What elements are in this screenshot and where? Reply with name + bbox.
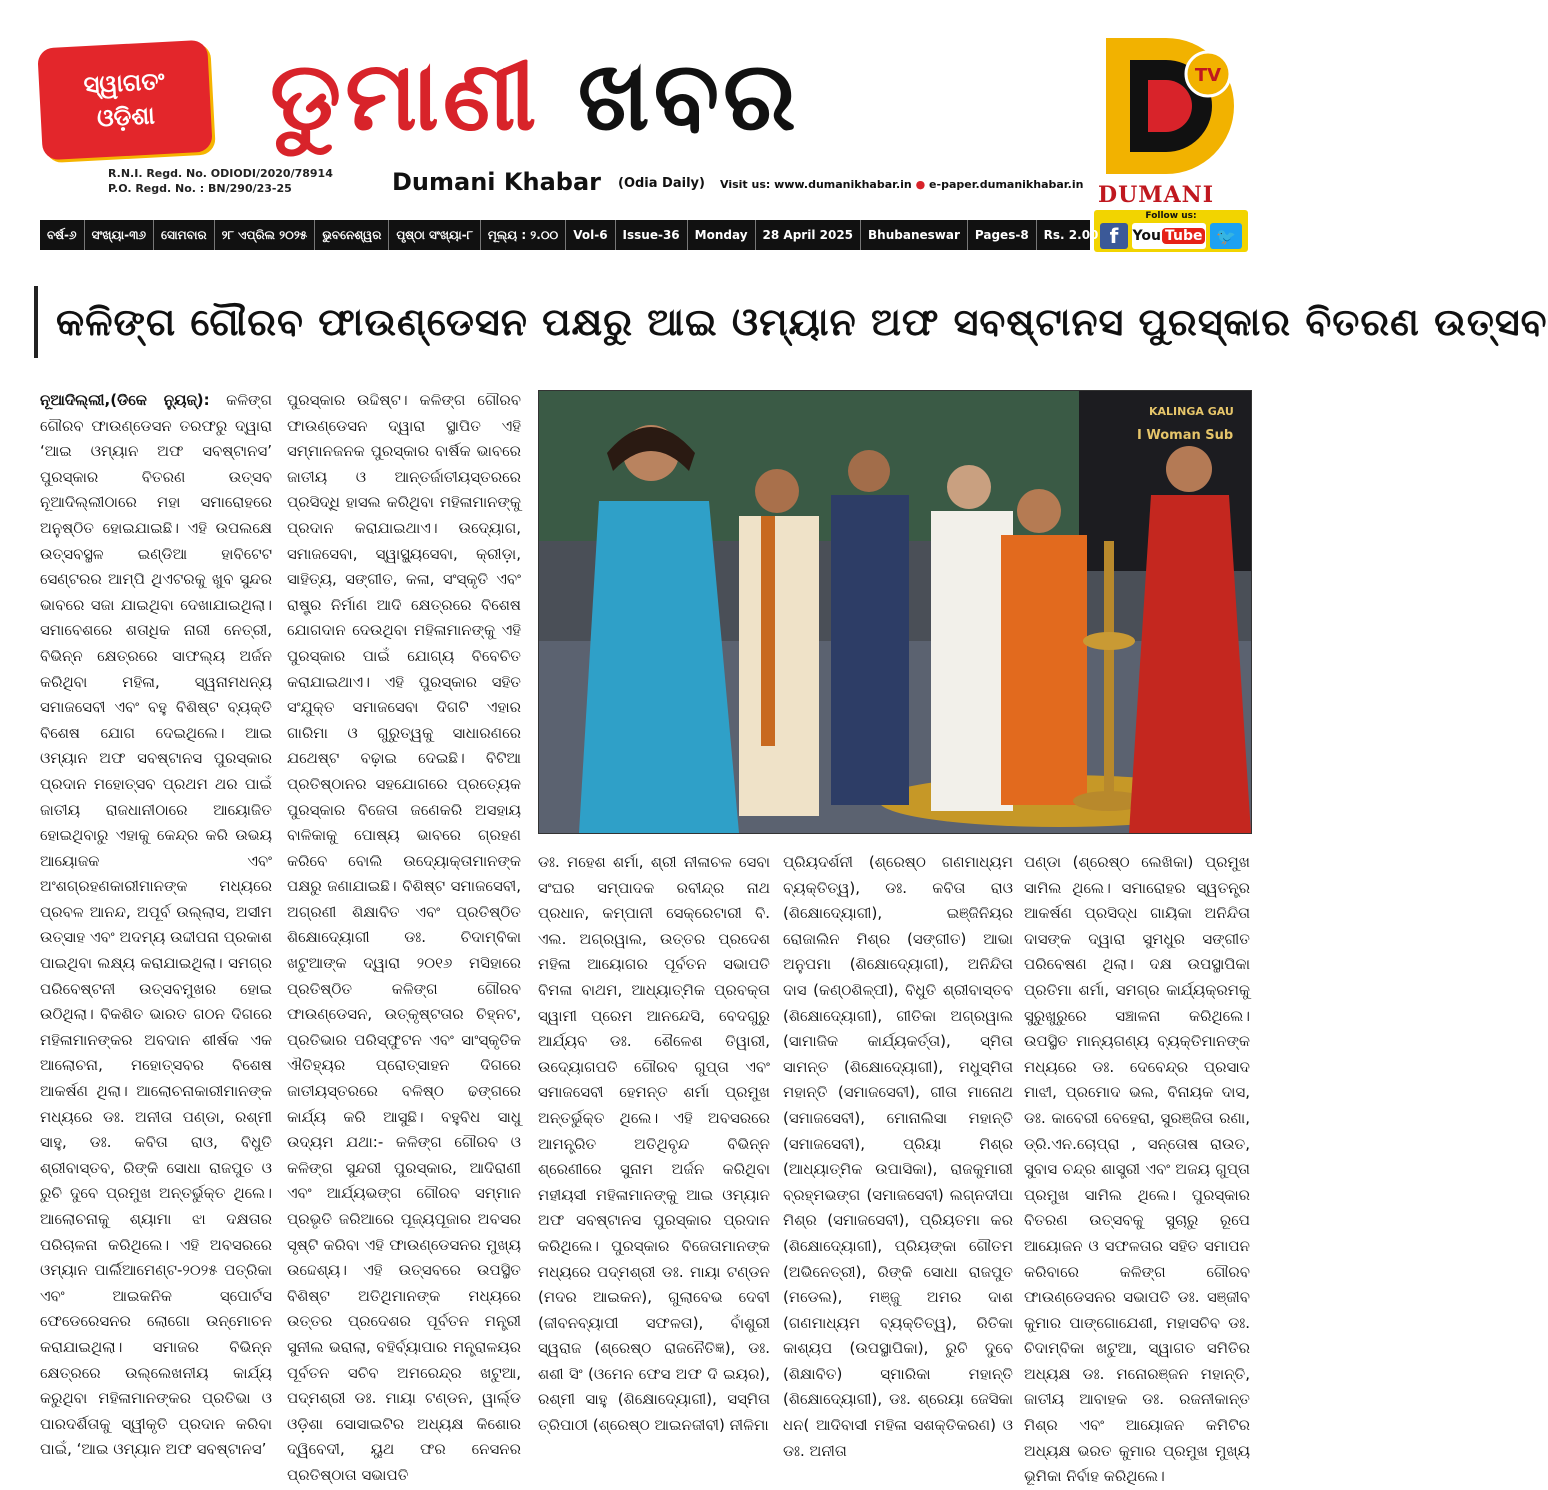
rni-number: R.N.I. Regd. No. ODIODI/2020/78914 [108, 167, 333, 180]
logo-dumani-text: DUMANI [1098, 182, 1215, 208]
po-number: P.O. Regd. No. : BN/290/23-25 [108, 182, 292, 195]
volume: Vol-6 [566, 220, 615, 250]
article-headline: କଳିଙ୍ଗ ଗୌରବ ଫାଉଣ୍ଡେସନ ପକ୍ଷରୁ ଆଇ ଓମ୍ୟାନ ଅଫ ସବଷ୍ଟାନସ ପୁରସ୍କାର ବିତରଣ ଉତ୍ସବ [34, 286, 1258, 358]
youtube-tube-text: Tube [1162, 228, 1206, 244]
title-word-dumani: ଡୁମାଣୀ [270, 40, 541, 152]
page-count: Pages-8 [968, 220, 1037, 250]
publication-date: 28 April 2025 [756, 220, 861, 250]
event-photo [538, 390, 1252, 834]
odia-date: ୨୮ ଏପ୍ରିଲ ୨୦୨୫ [215, 220, 316, 250]
follow-us-label: Follow us: [1145, 211, 1197, 221]
twitter-icon[interactable]: 🐦 [1210, 223, 1242, 249]
website-link[interactable]: Visit us: www.dumanikhabar.in [720, 178, 912, 191]
column-1-text: କଳିଙ୍ଗ ଗୌରବ ଫାଉଣ୍ଡେସନ ତରଫରୁ ଦ୍ୱାରା ‘ଆଇ ଓମ୍ୟାନ ଅଫ ସବଷ୍ଟାନସ’ ପୁରସ୍କାର ବିତରଣ ଉତ୍ସବ ନୂଆଦିଲ୍ଲୀଠାରେ ମହା ସମାରୋହରେ ଅନୁଷ୍ଠିତ ହୋଇଯାଇଛି। ଏହି ଉପଲକ୍ଷେ ଉତ୍ସବସ୍ଥଳ ଇଣ୍ଡିଆ ହାବିଟେଟ ସେଣ୍ଟରର ଆମ୍ପି ଥିଏଟରକୁ ଖୁବ ସୁନ୍ଦର ଭାବରେ ସଜା ଯାଇଥିବା ଦେଖାଯାଇଥିଲା। ସମାବେଶରେ ଶତାଧିକ ନାରୀ ନେତ୍ରୀ, ବିଭିନ୍ନ କ୍ଷେତ୍ରରେ ସାଫଲ୍ୟ ଅର୍ଜନ କରିଥିବା ମହିଳା, ସ୍ୱନାମଧନ୍ୟ ସମାଜସେବୀ ଏବଂ ବହୁ ବିଶିଷ୍ଟ ବ୍ୟକ୍ତି ବିଶେଷ ଯୋଗ ଦେଇଥିଲେ। ଆଇ ଓମ୍ୟାନ ଅଫ ସବଷ୍ଟାନସ ପୁରସ୍କାର ପ୍ରଦାନ ମହୋତ୍ସବ ପ୍ରଥମ ଥର ପାଇଁ ଜାତୀୟ ରାଜଧାନୀଠାରେ ଆୟୋଜିତ ହୋଇଥିବାରୁ ଏହାକୁ କେନ୍ଦ୍ର କରି ଉଭୟ ଆୟୋଜକ ଏବଂ ଅଂଶଗ୍ରହଣକାରୀମାନଙ୍କ ମଧ୍ୟରେ ପ୍ରବଳ ଆନନ୍ଦ, ଅପୂର୍ବ ଉଲ୍ଲାସ, ଅସୀମ ଉତ୍ସାହ ଏବଂ ଅଦମ୍ୟ ଉଦ୍ଦୀପନା ପ୍ରକାଶ ପାଇଥିବା ଲକ୍ଷ୍ୟ କରାଯାଇଥିଲା। ସମଗ୍ର ପରିବେଷ୍ଟନୀ ଉତ୍ସବମୁଖର ହୋଇ ଉଠିଥିଲା। ବିକଶିତ ଭାରତ ଗଠନ ଦିଗରେ ମହିଳାମାନଙ୍କର ଅବଦାନ ଶୀର୍ଷକ ଏକ ଆଲୋଚନା, ମହୋତ୍ସବର ବିଶେଷ ଆକର୍ଷଣ ଥିଲା। ଆଲୋଚନାକାରୀମାନଙ୍କ ମଧ୍ୟରେ ଡଃ. ଅନୀତା ପଣ୍ଡା, ରଶ୍ମୀ ସାହୁ, ଡଃ. କବିତା ରାଓ, ବିଧୁତି ଶ୍ରୀବାସ୍ତବ, ରିଙ୍କି ସୋଧା ରାଜପୁତ ଓ ରୁଚି ଦୁବେ ପ୍ରମୁଖ ଅନ୍ତର୍ଭୁକ୍ତ ଥିଲେ। ଆଲୋଚନାକୁ ଶ୍ୟାମା ଝା ଦକ୍ଷତାର ପରିଚାଳନା କରିଥିଲେ। ଏହି ଅବସରରେ ଓମ୍ୟାନ ପାର୍ଲିଆମେଣ୍ଟ-୨୦୨୫ ପତ୍ରିକା ଏବଂ ଆଇକନିକ ସ୍ପୋର୍ଟସ ଫେଡେରେସନର ଲୋଗୋ ଉନ୍ମୋଚନ କରାଯାଇଥିଲା। ସମାଜର ବିଭିନ୍ନ କ୍ଷେତ୍ରରେ ଉଲ୍ଲେଖନୀୟ କାର୍ଯ୍ୟ କରୁଥିବା ମହିଳାମାନଙ୍କର ପ୍ରତିଭା ଓ ପାରଦର୍ଶିତାକୁ ସ୍ୱୀକୃତି ପ୍ରଦାନ କରିବା ପାଇଁ, ‘ଆଇ ଓମ୍ୟାନ ଅଫ ସବଷ୍ଟାନସ’ [40, 391, 272, 1459]
newspaper-title-odia [270, 36, 1060, 156]
facebook-icon[interactable]: f [1100, 223, 1128, 249]
newspaper-title-english: Dumani Khabar [392, 168, 601, 196]
person-saint-saffron [1001, 489, 1087, 805]
person-saint-white [931, 465, 1013, 811]
registration-info [108, 166, 333, 196]
title-word-khabar: ଖବର [577, 40, 800, 152]
person-man-kurta [739, 469, 819, 816]
newspaper-subtitle: (Odia Daily) [618, 176, 705, 191]
issue-number: Issue-36 [616, 220, 688, 250]
odia-year: ବର୍ଷ-୬ [40, 220, 85, 250]
badge-line1: ସ୍ୱାଗତଂ [82, 66, 166, 100]
masthead [0, 0, 1290, 256]
article-column-2: ପୁରସ୍କାର ଉଦ୍ଦିଷ୍ଟ। କଳିଙ୍ଗ ଗୌରବ ଫାଉଣ୍ଡେସନ ଦ୍ୱାରା ସ୍ଥାପିତ ଏହି ସମ୍ମାନଜନକ ପୁରସ୍କାର ବାର୍ଷିକ ଭାବରେ ଜାତୀୟ ଓ ଆନ୍ତର୍ଜାତୀୟସ୍ତରରେ ପ୍ରସିଦ୍ଧି ହାସଲ କରିଥିବା ମହିଳାମାନଙ୍କୁ ପ୍ରଦାନ କରାଯାଇଥାଏ। ଉଦ୍ୟୋଗ, ସମାଜସେବା, ସ୍ୱାସ୍ଥ୍ୟସେବା, କ୍ରୀଡ଼ା, ସାହିତ୍ୟ, ସଙ୍ଗୀତ, କଳା, ସଂସ୍କୃତି ଏବଂ ରାଷ୍ଟ୍ର ନିର୍ମାଣ ଆଦି କ୍ଷେତ୍ରରେ ବିଶେଷ ଯୋଗଦାନ ଦେଉଥିବା ମହିଳାମାନଙ୍କୁ ଏହି ପୁରସ୍କାର ପାଇଁ ଯୋଗ୍ୟ ବିବେଚିତ କରାଯାଇଥାଏ। ଏହି ପୁରସ୍କାର ସହିତ ସଂଯୁକ୍ତ ସମାଜସେବା ଦିଗଟି ଏହାର ଗାରିମା ଓ ଗୁରୁତ୍ୱକୁ ସାଧାରଣରେ ଯଥେଷ୍ଟ ବଢ଼ାଇ ଦେଇଛି। ବିଟିଆ ପ୍ରତିଷ୍ଠାନର ସହଯୋଗରେ ପ୍ରତ୍ୟେକ ପୁରସ୍କାର ବିଜେତା ଜଣେକରି ଅସହାୟ ବାଳିକାକୁ ପୋଷ୍ୟ ଭାବରେ ଗ୍ରହଣ କରିବେ ବୋଲି ଉଦ୍ୟୋକ୍ତାମାନଙ୍କ ପକ୍ଷରୁ ଜଣାଯାଇଛି। ବିଶିଷ୍ଟ ସମାଜସେବୀ, ଅଗ୍ରଣୀ ଶିକ୍ଷାବିତ ଏବଂ ପ୍ରତିଷ୍ଠିତ ଶିକ୍ଷୋଦ୍ୟୋଗୀ ଡଃ. ଚିଦାମ୍ବିକା ଖଟୁଆଙ୍କ ଦ୍ୱାରା ୨୦୧୬ ମସିହାରେ ପ୍ରତିଷ୍ଠିତ କଳିଙ୍ଗ ଗୌରବ ଫାଉଣ୍ଡେସନ, ଉତ୍କୃଷ୍ଟତାର ଚିହ୍ନଟ, ପ୍ରତିଭାର ପରିସ୍ଫୁଟନ ଏବଂ ସାଂସ୍କୃତିକ ଐତିହ୍ୟର ପ୍ରୋତ୍ସାହନ ଦିଗରେ ଜାତୀୟସ୍ତରରେ ବଳିଷ୍ଠ ଢଙ୍ଗରେ କାର୍ଯ୍ୟ କରି ଆସୁଛି। ବହୁବିଧ ସାଧୁ ଉଦ୍ୟମ ଯଥା:- କଳିଙ୍ଗ ଗୌରବ ଓ କଳିଙ୍ଗ ସୁନ୍ଦରୀ ପୁରସ୍କାର, ଆଦିରାଣୀ ଏବଂ ଆର୍ଯ୍ୟଭଙ୍ଗ ଗୌରବ ସମ୍ମାନ ପ୍ରଭୃତି ଜରିଆରେ ପୂଜ୍ୟପୂଜାର ଅବସର ସୃଷ୍ଟି କରିବା ଏହି ଫାଉଣ୍ଡେସନର ମୁଖ୍ୟ ଉଦ୍ଦେଶ୍ୟ। ଏହି ଉତ୍ସବରେ ଉପସ୍ଥିତ ବିଶିଷ୍ଟ ଅତିଥିମାନଙ୍କ ମଧ୍ୟରେ ଉତ୍ତର ପ୍ରଦେଶର ପୂର୍ବତନ ମନ୍ତ୍ରୀ ସୁନୀଲ ଭରାଲା, ବହିର୍ବ୍ୟାପାର ମନ୍ତ୍ରାଳୟର ପୂର୍ବତନ ସଚିବ ଅମରେନ୍ଦ୍ର ଖଟୁଆ, ପଦ୍ମଶ୍ରୀ ଡଃ. ମାୟା ଟଣ୍ଡନ, ୱାର୍ଲ୍ଡ ଓଡ଼ିଶା ସୋସାଇଟିର ଅଧ୍ୟକ୍ଷ କିଶୋର ଦ୍ୱିବେଦୀ, ୟୁଥ ଫର ନେସନର ପ୍ରତିଷ୍ଠାତା ସଭାପତି [287, 391, 521, 1484]
article-dateline: ନୂଆଦିଲ୍ଲୀ,(ଡିକେ ନ୍ୟୁଜ୍): [40, 391, 210, 409]
odia-pages: ପୃଷ୍ଠା ସଂଖ୍ୟା-୮ [389, 220, 481, 250]
youtube-you-text: You [1132, 228, 1161, 244]
person-man-suit [831, 450, 909, 805]
article-column-4: ପ୍ରିୟଦର୍ଶନୀ (ଶ୍ରେଷ୍ଠ ଗଣମାଧ୍ୟମ ବ୍ୟକ୍ତିତ୍ୱ), ଡଃ. କବିତା ରାଓ (ଶିକ୍ଷୋଦ୍ୟୋଗୀ), ଇଞ୍ଜିନିୟର ରୋଜାଲିନ ମିଶ୍ର (ସଙ୍ଗୀତ) ଆଭା ଅନୁପମା (ଶିକ୍ଷୋଦ୍ୟୋଗୀ), ଅନିନ୍ଦିତା ଦାସ (କଣ୍ଠଶିଳ୍ପୀ), ବିଧୁତି ଶ୍ରୀବାସ୍ତବ (ଶିକ୍ଷୋଦ୍ୟୋଗୀ), ଗୀତିକା ଅଗ୍ରୱାଲ (ସାମାଜିକ କାର୍ଯ୍ୟକର୍ତ୍ତା), ସ୍ମିତା ସାମନ୍ତ (ଶିକ୍ଷୋଦ୍ୟୋଗୀ), ମଧୁସ୍ମିତା ମହାନ୍ତି (ସମାଜସେବୀ), ଗୀତା ମାନୋଥ (ସମାଜସେବୀ), ମୋନାଲିସା ମହାନ୍ତି (ସମାଜସେବୀ), ପ୍ରିୟା ମିଶ୍ର (ଆଧ୍ୟାତ୍ମିକ ଉପାସିକା), ରାଜକୁମାରୀ ବ୍ରହ୍ମଭଙ୍ଗ (ସମାଜସେବୀ) ଲଗ୍ନଦୀପା ମିଶ୍ର (ସମାଜସେବୀ), ପ୍ରିୟତମା କର (ଶିକ୍ଷୋଦ୍ୟୋଗୀ), ପ୍ରିୟଙ୍କା ଗୌତମ (ଅଭିନେତ୍ରୀ), ରିଙ୍କି ସୋଧା ରାଜପୁତ (ମଡେଲ), ମଞ୍ଜୁ ଅମର ଦାଶ (ଗଣମାଧ୍ୟମ ବ୍ୟକ୍ତିତ୍ୱ), ରିତିକା କାଶ୍ୟପ (ଉପସ୍ଥାପିକା), ରୁଚି ଦୁବେ (ଶିକ୍ଷାବିତ) ସ୍ମାରିକା ମହାନ୍ତି (ଶିକ୍ଷୋଦ୍ୟୋଗୀ), ଡଃ. ଶ୍ରେୟା ଜେସିକା ଧନ( ଆଦିବାସୀ ମହିଳା ସଶକ୍ତିକରଣ) ଓ ଡଃ. ଅନୀତା [783, 853, 1013, 1460]
swagatam-odisha-badge [37, 40, 213, 161]
dumani-tv-logo [1096, 30, 1246, 180]
logo-tv-text: TV [1194, 65, 1222, 86]
photo-banner-line2: I Woman Sub [1137, 428, 1234, 443]
dateline-bar [40, 220, 1099, 250]
odia-day: ସୋମବାର [154, 220, 215, 250]
website-line: Visit us: www.dumanikhabar.in ● e-paper.dumanikhabar.in [720, 178, 1084, 191]
odia-price: ମୂଲ୍ୟ : ୨.୦୦ [481, 220, 566, 250]
weekday: Monday [688, 220, 756, 250]
follow-us-bar [1094, 210, 1248, 252]
odia-city: ଭୁବନେଶ୍ୱର [315, 220, 389, 250]
article-column-1 [40, 388, 272, 1459]
price: Rs. 2.00 [1043, 228, 1099, 242]
youtube-icon[interactable] [1132, 223, 1206, 249]
photo-banner-line1: KALINGA GAU [1149, 405, 1234, 418]
badge-line2: ଓଡ଼ିଶା [96, 101, 156, 133]
epaper-link[interactable]: e-paper.dumanikhabar.in [929, 178, 1084, 191]
odia-issue: ସଂଖ୍ୟା-୩୬ [85, 220, 154, 250]
article-column-3: ଡଃ. ମହେଶ ଶର୍ମା, ଶ୍ରୀ ନୀଳାଚଳ ସେବା ସଂଘର ସମ୍ପାଦକ ରବୀନ୍ଦ୍ର ନାଥ ପ୍ରଧାନ, କମ୍ପାନୀ ସେକ୍ରେଟାରୀ ବି. ଏଲ. ଅଗ୍ରୱାଲ, ଉତ୍ତର ପ୍ରଦେଶ ମହିଳା ଆୟୋଗର ପୂର୍ବତନ ସଭାପତି ବିମଳା ବାଥମ, ଆଧ୍ୟାତ୍ମିକ ପ୍ରବକ୍ତା ସ୍ୱାମୀ ପ୍ରେମ ଆନନ୍ଦେସି, ବେଦଗୁରୁ ଆର୍ଯ୍ୟବ ଡଃ. ଶୈଳେଶ ତିୱାରୀ, ଉଦ୍ୟୋଗପତି ଗୌରବ ଗୁପ୍ତା ଏବଂ ସମାଜସେବୀ ହେମନ୍ତ ଶର୍ମା ପ୍ରମୁଖ ଅନ୍ତର୍ଭୁକ୍ତ ଥିଲେ। ଏହି ଅବସରରେ ଆମନ୍ତ୍ରିତ ଅତିଥିବୃନ୍ଦ ବିଭିନ୍ନ ଶ୍ରେଣୀରେ ସୁନାମ ଅର୍ଜନ କରିଥିବା ମହୀୟସୀ ମହିଳାମାନଙ୍କୁ ଆଇ ଓମ୍ୟାନ ଅଫ ସବଷ୍ଟାନସ ପୁରସ୍କାର ପ୍ରଦାନ କରିଥିଲେ। ପୁରସ୍କାର ବିଜେତାମାନଙ୍କ ମଧ୍ୟରେ ପଦ୍ମଶ୍ରୀ ଡଃ. ମାୟା ଟଣ୍ଡନ (ମଦର ଆଇକନ), ଗୁଲାବେଭ ଦେବୀ (ଜୀବନବ୍ୟାପୀ ସଫଳତା), ବାଁଶୁରୀ ସ୍ୱରାଜ (ଶ୍ରେଷ୍ଠ ରାଜନୈତିଜ୍ଞ), ଡଃ. ଶଶୀ ସିଂ (ଓମେନ ଫେସ ଅଫ ଦି ଇୟର), ରଶ୍ମୀ ସାହୁ (ଶିକ୍ଷୋଦ୍ୟୋଗୀ), ସସ୍ମିତା ତ୍ରିପାଠୀ (ଶ୍ରେଷ୍ଠ ଆଇନଜୀବୀ) ନୀଳିମା [538, 853, 770, 1435]
article-column-5: ପଣ୍ଡା (ଶ୍ରେଷ୍ଠ ଲେଖିକା) ପ୍ରମୁଖ ସାମିଲ ଥିଲେ। ସମାରୋହର ସ୍ୱତନ୍ତ୍ର ଆକର୍ଷଣ ପ୍ରସିଦ୍ଧ ଗାୟିକା ଅନିନ୍ଦିତା ଦାସଙ୍କ ଦ୍ୱାରା ସୁମଧୁର ସଙ୍ଗୀତ ପରିବେଷଣ ଥିଲା। ଦକ୍ଷ ଉପସ୍ଥାପିକା ପ୍ରତିମା ଶର୍ମା, ସମଗ୍ର କାର୍ଯ୍ୟକ୍ରମକୁ ସୁରୁଖୁରୁରେ ସଞ୍ଚାଳନା କରିଥିଲେ। ଉପସ୍ଥିତ ମାନ୍ୟଗଣ୍ୟ ବ୍ୟକ୍ତିମାନଙ୍କ ମଧ୍ୟରେ ଡଃ. ଦେବେନ୍ଦ୍ର ପ୍ରସାଦ ମାଝୀ, ପ୍ରମୋଦ ଭଲ, ବିନାୟକ ଦାସ, ଡଃ. କାବେରୀ ବେହେରା, ସୁରଞ୍ଜିତା ରଣା, ଡ୍ରି.ଏନ.ଚୋପ୍ରା , ସନ୍ତୋଷ ରାଉତ, ସୁବାସ ଚନ୍ଦ୍ର ଶାସ୍ତ୍ରୀ ଏବଂ ଅଜୟ ଗୁପ୍ତା ପ୍ରମୁଖ ସାମିଲ ଥିଲେ। ପୁରସ୍କାର ବିତରଣ ଉତ୍ସବକୁ ସୁଚାରୁ ରୂପେ ଆୟୋଜନ ଓ ସଫଳତାର ସହିତ ସମାପନ କରିବାରେ କଳିଙ୍ଗ ଗୌରବ ଫାଉଣ୍ଡେସନର ସଭାପତି ଡଃ. ସଞ୍ଜୀବ କୁମାର ପାଙ୍ଗୋଯେଶୀ, ମହାସଚିବ ଡଃ. ଚିଦାମ୍ବିକା ଖଟୁଆ, ସ୍ୱାଗତ ସମିତିର ଅଧ୍ୟକ୍ଷ ଡଃ. ମନୋରଞ୍ଜନ ମହାନ୍ତି, ଜାତୀୟ ଆବାହକ ଡଃ. ରଜନୀକାନ୍ତ ମିଶ୍ର ଏବଂ ଆୟୋଜନ କମିଟିର ଅଧ୍ୟକ୍ଷ ଭରତ କୁମାର ପ୍ରମୁଖ ମୁଖ୍ୟ ଭୂମିକା ନିର୍ବାହ କରିଥିଲେ। [1024, 853, 1250, 1486]
lamp-lighting-photo-illustration [539, 391, 1251, 833]
city: Bhubaneswar [861, 220, 968, 250]
